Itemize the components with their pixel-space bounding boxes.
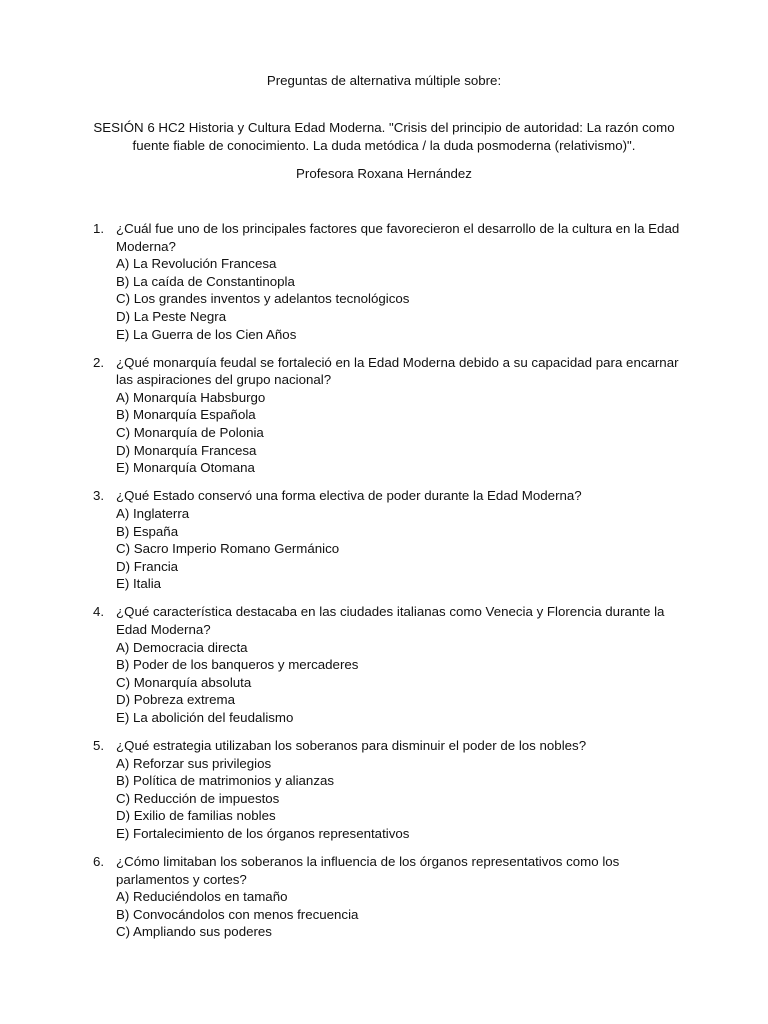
question-item <box>0 220 696 343</box>
question-text: ¿Cuál fue uno de los principales factores que favorecieron el desarrollo de la cultura en la Edad Moderna? <box>116 221 680 254</box>
question-text: ¿Qué monarquía feudal se fortaleció en la Edad Moderna debido a su capacidad para encarnar las aspiraciones del grupo nacional? <box>116 354 679 388</box>
answer-option: E) Italia <box>116 576 162 592</box>
question-item <box>0 487 696 593</box>
answer-option: B) España <box>116 523 179 539</box>
question-number: 2. <box>93 354 105 370</box>
answer-option: D) Pobreza extrema <box>116 692 235 708</box>
answer-option: A) Reduciéndolos en tamaño <box>116 889 288 905</box>
answer-option: B) Convocándolos con menos frecuencia <box>116 906 359 922</box>
question-number: 1. <box>93 221 105 236</box>
answer-option: A) Inglaterra <box>116 505 190 521</box>
answer-option: C) Sacro Imperio Romano Germánico <box>116 541 340 557</box>
answer-option: D) La Peste Negra <box>116 308 227 324</box>
question-list <box>0 220 768 952</box>
answer-option: A) Monarquía Habsburgo <box>116 389 266 405</box>
answer-option: E) Fortalecimiento de los órganos representativos <box>116 826 410 841</box>
question-number: 6. <box>93 854 105 870</box>
answer-option: B) Poder de los banqueros y mercaderes <box>116 657 359 673</box>
teacher-name: Profesora Roxana Hernández <box>296 166 472 181</box>
answer-option: A) Democracia directa <box>116 639 248 655</box>
answer-option: C) Reducción de impuestos <box>116 790 280 806</box>
question-text: ¿Qué Estado conservó una forma electiva de poder durante la Edad Moderna? <box>116 488 582 504</box>
answer-option: B) La caída de Constantinopla <box>116 273 295 289</box>
answer-option: C) Los grandes inventos y adelantos tecnológicos <box>116 291 410 307</box>
answer-option: E) Monarquía Otomana <box>116 460 255 476</box>
answer-option: D) Francia <box>116 558 179 574</box>
document-title: Preguntas de alternativa múltiple sobre: <box>266 73 502 88</box>
question-item <box>0 603 696 726</box>
document-subtitle-line-2: fuente fiable de conocimiento. La duda metódica / la duda posmoderna (relativismo)". <box>132 137 636 153</box>
answer-option: C) Monarquía de Polonia <box>116 425 264 441</box>
question-text: ¿Qué estrategia utilizaban los soberanos para disminuir el poder de los nobles? <box>116 738 587 754</box>
question-text: ¿Qué característica destacaba en las ciudades italianas como Venecia y Florencia durante la Edad Moderna? <box>116 604 665 637</box>
question-text: ¿Cómo limitaban los soberanos la influencia de los órganos representativos como los parlamentos y cortes? <box>116 854 620 887</box>
answer-option: E) La abolición del feudalismo <box>116 709 294 725</box>
answer-option: C) Ampliando sus poderes <box>116 924 272 940</box>
answer-option: E) La Guerra de los Cien Años <box>116 326 297 342</box>
answer-option: C) Monarquía absoluta <box>116 674 252 690</box>
answer-option: B) Monarquía Española <box>116 407 256 423</box>
question-item <box>0 853 696 941</box>
document-subtitle-line-1: SESIÓN 6 HC2 Historia y Cultura Edad Moderna. "Crisis del principio de autoridad: La razón como <box>93 120 675 135</box>
answer-option: D) Exilio de familias nobles <box>116 808 276 824</box>
question-number: 3. <box>93 488 105 504</box>
question-number: 4. <box>93 604 105 620</box>
question-item <box>0 354 696 477</box>
answer-option: D) Monarquía Francesa <box>116 442 257 458</box>
answer-option: B) Política de matrimonios y alianzas <box>116 773 335 789</box>
question-item <box>0 737 696 843</box>
answer-option: A) Reforzar sus privilegios <box>116 755 272 771</box>
answer-option: A) La Revolución Francesa <box>116 256 277 272</box>
question-number: 5. <box>93 738 105 754</box>
